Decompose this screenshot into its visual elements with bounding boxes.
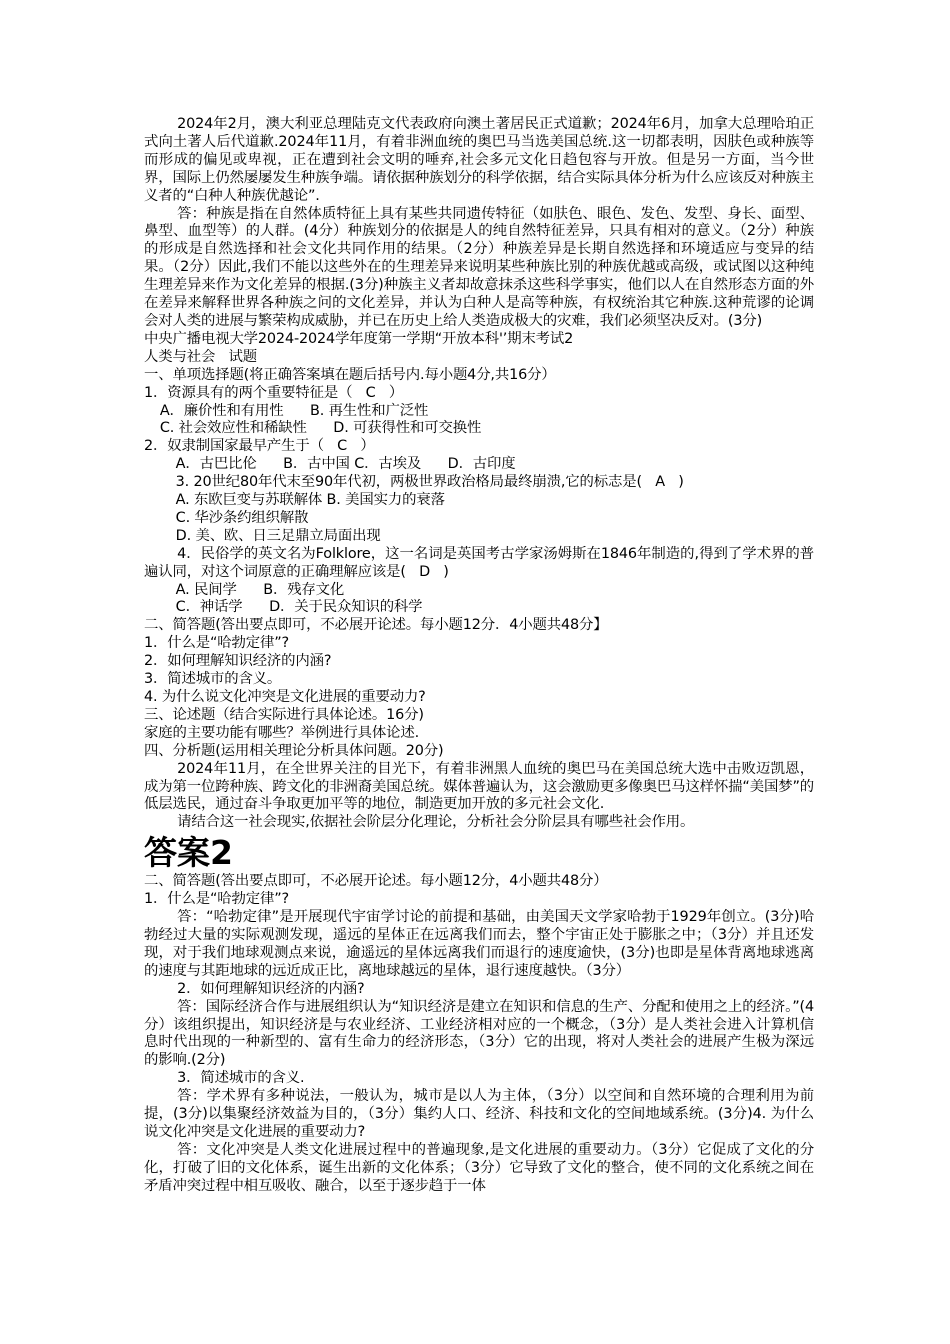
text-paragraph: 4. 为什么说文化冲突是文化进展的重要动力? — [144, 689, 426, 705]
text-paragraph: 三、论述题（结合实际进行具体论述。16分) — [144, 706, 424, 723]
text-paragraph: C．神话学 D．关于民众知识的科学 — [175, 599, 423, 616]
text-paragraph: 一、单项选择题(将正确答案填在题后括号内.每小题4分,共16分） — [144, 366, 556, 383]
answer-paragraph: 二、简答题(答出要点即可，不必展开论述。每小题12分，4小题共48分） — [144, 873, 608, 890]
text-paragraph: 2024年2月，澳大利亚总理陆克文代表政府向澳土著居民正式道歉；2024年6月，加拿大总理哈珀正式向土著人后代道歉.2024年11月，有着非洲血统的奥巴马当选美国总统.这一切都表明，因肤色或种族等而形成的偏见或卑视，正在遭到社会文明的唾弃,社会多元文化日趋包容与开放。但是另一方面，当今世界，国际上仍然屡屡发生种族争端。请依据种族划分的科学依据，结合实际具体分析为什么应该反对种族主义者的“白种人种族优越论”. — [144, 116, 814, 204]
text-paragraph: A．廉价性和有用性 B. 再生性和广泛性 — [159, 402, 429, 419]
answer-paragraph: 答：文化冲突是人类文化进展过程中的普遍现象,是文化进展的重要动力。（3分）它促成了文化的分化，打破了旧的文化体系，诞生出新的文化体系；（3分）它导致了文化的整合，使不同的文化系统之间在矛盾冲突过程中相互吸收、融合，以至于逐步趋于一体 — [144, 1141, 814, 1194]
document-page — [144, 116, 814, 1196]
text-paragraph: 二、简答题(答出要点即可，不必展开论述。每小题12分．4小题共48分】 — [144, 617, 608, 634]
text-paragraph: C. 华沙条约组织解散 — [175, 509, 309, 526]
text-paragraph: 3．简述城市的含义。 — [144, 671, 282, 688]
text-paragraph: D. 美、欧、日三足鼎立局面出现 — [175, 527, 381, 544]
text-paragraph: 1．什么是“哈勃定律”? — [144, 635, 290, 652]
text-paragraph: 2．如何理解知识经济的内涵? — [144, 653, 332, 670]
text-paragraph: A. 东欧巨变与苏联解体 B. 美国实力的衰落 — [175, 492, 445, 509]
answer-heading: 答案2 — [144, 833, 233, 873]
text-paragraph: 2．奴隶制国家最早产生于（ C ） — [144, 438, 375, 455]
answer-paragraph: 答：国际经济合作与进展组织认为“知识经济是建立在知识和信息的生产、分配和使用之上的经济。”(4分）该组织提出，知识经济是与农业经济、工业经济相对应的一个概念，（3分）是人类社会进入计算机信息时代出现的一种新型的、富有生命力的经济形态，（3分）它的出现，将对人类社会的进展产生极为深远的影响.(2分) — [144, 998, 814, 1069]
exam-paper-section — [144, 116, 814, 832]
text-paragraph: 1．资源具有的两个重要特征是（ C ） — [144, 384, 404, 401]
answer-section — [144, 873, 814, 1195]
text-paragraph: 答：种族是指在自然体质特征上具有某些共同遗传特征（如肤色、眼色、发色、发型、身长、面型、鼻型、血型等）的人群。(4分）种族划分的依据是人的纯自然特征差异，只具有相对的意义。（2分）种族的形成是自然选择和社会文化共同作用的结果。（2分）种族差异是长期自然选择和环境适应与变异的结果。（2分）因此,我们不能以这些外在的生理差异来说明某些种族比别的种族优越或高级，或试图以这种纯生理差异来作为文化差异的根据.(3分)种族主义者却故意抹杀这些科学事实，他们以人在自然形态方面的外在差异来解释世界各种族之问的文化差异，并认为白种人是高等种族，有权统治其它种族.这种荒谬的论调会对人类的进展与繁荣构成威胁，并已在历史上给人类造成极大的灾难，我们必须坚决反对。(3分) — [144, 205, 814, 329]
text-paragraph: C. 社会效应性和稀缺性 D. 可获得性和可交换性 — [159, 420, 482, 437]
text-paragraph: 请结合这一社会现实,依据社会阶层分化理论，分析社会分阶层具有哪些社会作用。 — [177, 814, 695, 831]
text-paragraph: 人类与社会 试题 — [144, 348, 257, 365]
text-paragraph: A. 民间学 B．残存文化 — [175, 581, 345, 598]
answer-paragraph: 3．简述城市的含义. — [177, 1070, 305, 1087]
text-paragraph: 中央广播电视大学2024-2024学年度第一学期“开放本科'’期末考试2 — [144, 330, 574, 347]
answer-paragraph: 答：学术界有多种说法，一般认为，城市是以人为主体，（3分）以空间和自然环境的合理利用为前提，(3分)以集聚经济效益为目的，（3分）集约人口、经济、科技和文化的空间地域系统。(3分)4. 为什么说文化冲突是文化进展的重要动力? — [144, 1088, 814, 1140]
answer-paragraph: 1．什么是“哈勃定律”? — [144, 891, 290, 908]
text-paragraph: 3. 20世纪80年代末至90年代初，两极世界政治格局最终崩溃,它的标志是( A ) — [175, 474, 684, 491]
text-paragraph: A．古巴比伦 B．古中国 C．古埃及 D．古印度 — [175, 456, 516, 473]
text-paragraph: 2024年11月，在全世界关注的目光下，有着非洲黑人血统的奥巴马在美国总统大选中击败迈凯恩，成为第一位跨种族、跨文化的非洲裔美国总统。媒体普遍认为，这会激励更多像奥巴马这样怀揣“美国梦”的低层选民，通过奋斗争取更加平等的地位，制造更加开放的多元社会文化. — [144, 760, 814, 813]
text-paragraph: 家庭的主要功能有哪些？举例进行具体论述. — [144, 724, 419, 741]
text-paragraph: 四、分析题(运用相关理论分析具体问题。20分) — [144, 742, 444, 759]
answer-paragraph: 答：“哈勃定律”是开展现代宇宙学讨论的前提和基础，由美国天文学家哈勃于1929年创立。(3分)哈勃经过大量的实际观测发现，遥远的星体正在远离我们而去，整个宇宙正处于膨胀之中；（3分）并且还发现，对于我们地球观测点来说，逾遥远的星体远离我们而退行的速度逾快，(3分)也即是星体背离地球逃离的速度与其距地球的远近成正比，离地球越远的星体，退行速度越快。（3分） — [144, 909, 814, 979]
text-paragraph: 4．民俗学的英文名为Folklore，这一名词是英国考古学家汤姆斯在1846年制造的,得到了学术界的普遍认同，对这个词原意的正确理解应该是( D ) — [144, 545, 814, 580]
answer-paragraph: 2．如何理解知识经济的内涵? — [177, 980, 365, 997]
